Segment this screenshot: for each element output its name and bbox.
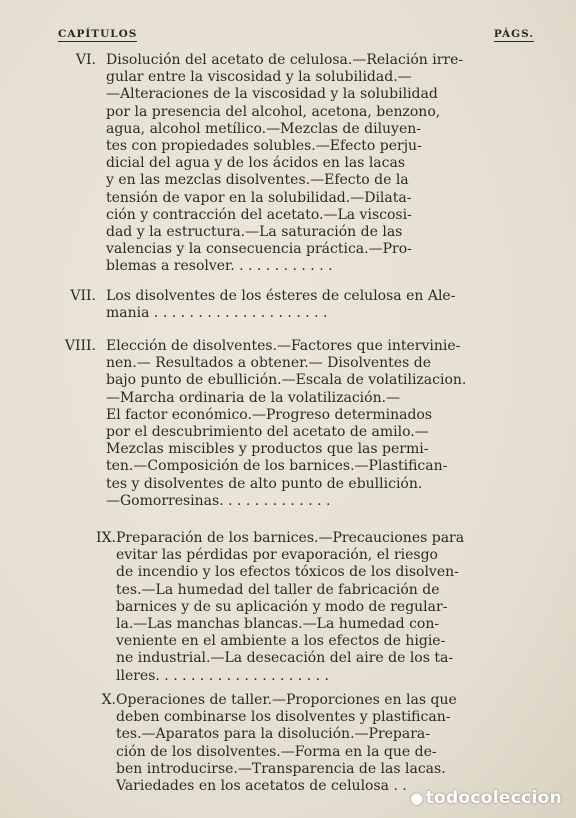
description-line: dicial del agua y de los ácidos en las lacas xyxy=(106,155,406,172)
description-line: dad y la estructura.—La saturación de las xyxy=(106,224,403,241)
description-line: nen.— Resultados a obtener.— Disolventes de xyxy=(106,355,431,372)
description-line: valencias y la consecuencia práctica.—Pro- xyxy=(106,241,412,258)
description-line: tes.—Aparatos para la disolución.—Prepara- xyxy=(116,726,431,743)
description-line: Operaciones de taller.—Proporciones en las que xyxy=(116,692,457,708)
description-line: por la presencia del alcohol, acetona, benzono, xyxy=(106,103,441,120)
description-line: —Gomorresinas. . . . . . . . . . . . . xyxy=(106,492,331,509)
header-pages-label: PÁGS. xyxy=(493,28,534,40)
description-line: de incendio y los efectos tóxicos de los disolven- xyxy=(116,564,459,581)
chapter-numeral: VIII. xyxy=(64,338,96,354)
description-line: ne industrial.—La desecación del aire de los ta- xyxy=(116,650,454,667)
description-line: mania . . . . . . . . . . . . . . . . . . . . xyxy=(106,305,328,322)
description-line: Los disolventes de los ésteres de celulosa en Ale- xyxy=(106,288,456,304)
watermark-text: todocoleccion xyxy=(425,788,562,808)
header-chapters-label: CAPÍTULOS xyxy=(58,28,138,40)
description-line: ben introducirse.—Transparencia de las lacas. xyxy=(116,760,446,777)
chapter-numeral: VI. xyxy=(75,52,96,68)
description-line: ten.—Composición de los barnices.—Plastifican- xyxy=(106,458,448,475)
description-line: gular entre la viscosidad y la solubilidad.— xyxy=(106,69,412,86)
description-line: blemas a resolver. . . . . . . . . . . . xyxy=(106,258,333,275)
chapter-description xyxy=(106,52,498,276)
description-line: Preparación de los barnices.—Precauciones para xyxy=(116,530,465,546)
description-line: —Alteraciones de la viscosidad y la solubilidad xyxy=(106,86,438,103)
description-line: lleres. . . . . . . . . . . . . . . . . . . . xyxy=(116,667,329,684)
description-line: El factor económico.—Progreso determinados xyxy=(106,406,433,423)
description-line: ción de los disolventes.—Forma en la que de- xyxy=(116,743,437,760)
description-line: deben combinarse los disolventes y plastifican- xyxy=(116,709,451,726)
chapter-numeral: IX. xyxy=(96,530,116,546)
description-line: por el descubrimiento del acetato de amilo.— xyxy=(106,424,429,441)
description-line: ción y contracción del acetato.—La viscosi- xyxy=(106,206,412,223)
chapter-numeral: X. xyxy=(101,692,116,708)
description-line: tes y disolventes de alto punto de ebullición. xyxy=(106,475,423,492)
description-line: barnices y de su aplicación y modo de regular- xyxy=(116,598,448,615)
description-line: Disolución del acetato de celulosa.—Relación irre- xyxy=(106,52,464,68)
description-line: Elección de disolventes.—Factores que intervinie- xyxy=(106,338,461,354)
chapter-description xyxy=(106,288,498,322)
chapter-numeral: VII. xyxy=(70,288,96,304)
watermark-logo xyxy=(410,788,562,808)
chapter-description xyxy=(116,692,504,795)
chapter-description xyxy=(106,338,498,510)
page-header xyxy=(58,28,534,46)
description-line: y en las mezclas disolventes.—Efecto de la xyxy=(106,172,409,189)
description-line: la.—Las manchas blancas.—La humedad con- xyxy=(116,616,440,633)
description-line: tes.—La humedad del taller de fabricación de xyxy=(116,581,440,598)
description-line: evitar las pérdidas por evaporación, el riesgo xyxy=(116,547,438,564)
description-line: —Marcha ordinaria de la volatilización.— xyxy=(106,389,401,406)
description-line: Variedades en los acetatos de celulosa . . xyxy=(116,778,407,795)
description-line: tes con propiedades solubles.—Efecto perju- xyxy=(106,138,422,155)
description-line: tensión de vapor en la solubilidad.—Dilata- xyxy=(106,189,412,206)
description-line: Mezclas miscibles y productos que las permi- xyxy=(106,441,429,458)
description-line: veniente en el ambiente a los efectos de higie- xyxy=(116,633,446,650)
chapter-description xyxy=(116,530,504,685)
logo-dot-icon: ● xyxy=(410,789,424,807)
description-line: bajo punto de ebullición.—Escala de volatilizacion. xyxy=(106,372,467,389)
description-line: agua, alcohol metílico.—Mezclas de diluyen- xyxy=(106,120,421,137)
